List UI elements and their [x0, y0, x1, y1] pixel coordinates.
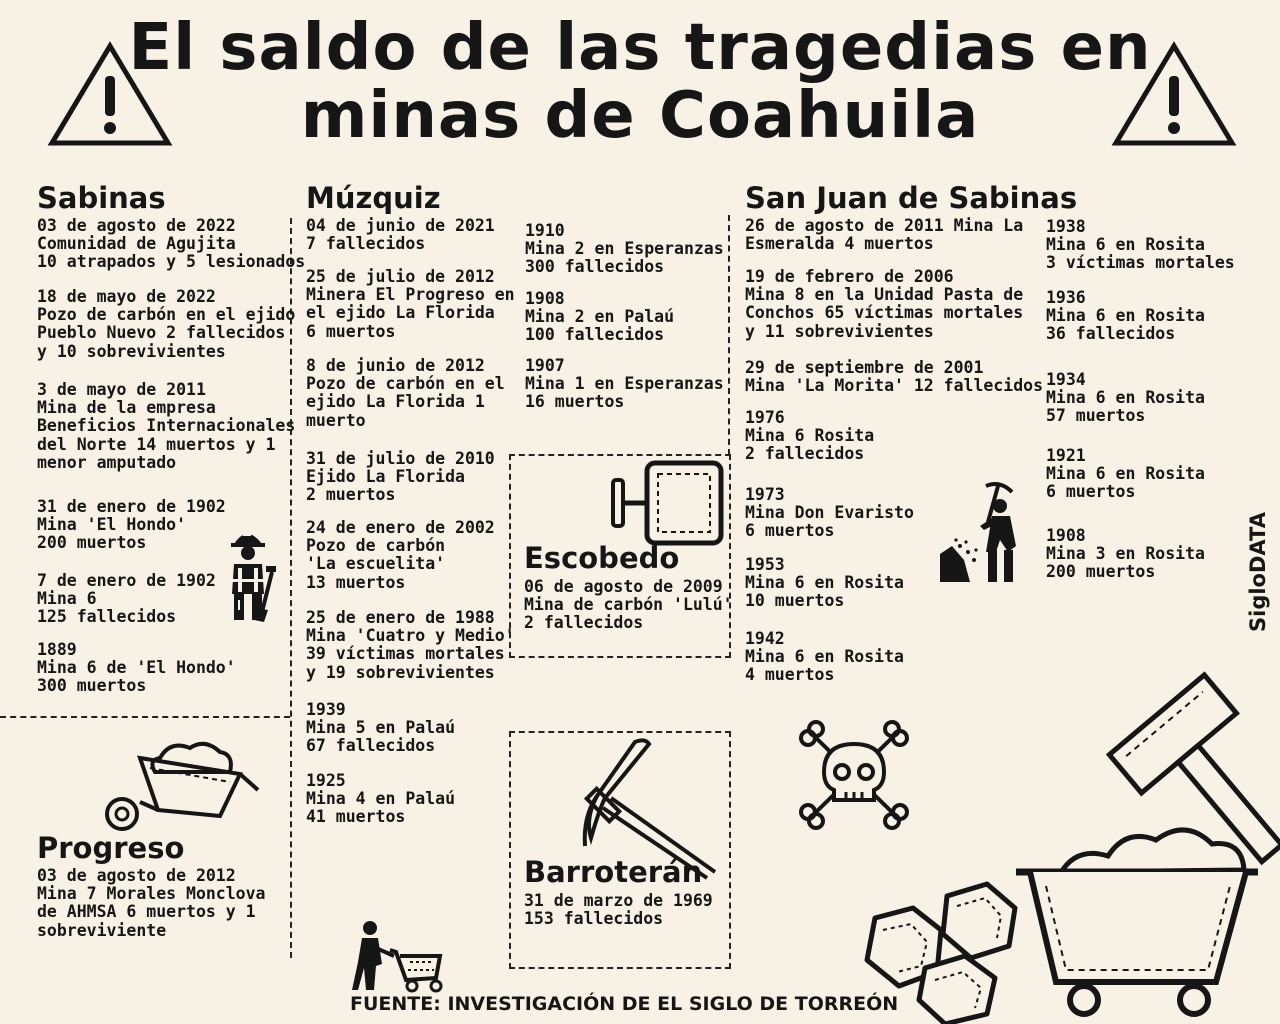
- region-title-san-juan: San Juan de Sabinas: [745, 181, 1078, 215]
- region-title-barroteran: Barroterán: [524, 855, 703, 889]
- muzquiz-entry: 04 de junio de 2021 7 fallecidos: [306, 216, 495, 254]
- san-juan-entry: 1973 Mina Don Evaristo 6 muertos: [745, 485, 914, 541]
- muzquiz-entry: 25 de julio de 2012 Minera El Progreso en el ejido La Florida 6 muertos: [306, 267, 515, 341]
- muzquiz-entry: 8 de junio de 2012 Pozo de carbón en el ejido La Florida 1 muerto: [306, 356, 505, 430]
- mine-door-icon: [610, 460, 726, 546]
- sabinas-entry: 31 de enero de 1902 Mina 'El Hondo' 200 muertos: [37, 497, 226, 553]
- barroteran-entry: 31 de marzo de 1969 153 fallecidos: [524, 891, 713, 929]
- title-line-1: El saldo de las tragedias en: [128, 11, 1152, 85]
- sabinas-entry: 03 de agosto de 2022 Comunidad de Agujita 10 atrapados y 5 lesionados: [37, 216, 306, 272]
- warning-icon: [1110, 40, 1238, 148]
- side-label: SigloDATA: [1246, 512, 1270, 632]
- sabinas-entry: 7 de enero de 1902 Mina 6 125 fallecidos: [37, 571, 216, 627]
- title-line-2: minas de Coahuila: [300, 79, 980, 153]
- warning-icon: [46, 40, 174, 148]
- progreso-entry: 03 de agosto de 2012 Mina 7 Morales Monclova de AHMSA 6 muertos y 1 sobreviviente: [37, 866, 266, 940]
- divider-muzquiz-sanjuan: [728, 215, 730, 455]
- muzquiz-entry: 1908 Mina 2 en Palaú 100 fallecidos: [525, 289, 675, 345]
- worker-pickaxe-icon: [938, 480, 1024, 584]
- miner-icon: [222, 524, 280, 624]
- source-text: FUENTE: INVESTIGACIÓN DE EL SIGLO DE TORREÓN: [350, 993, 899, 1015]
- worker-cart-icon: [350, 918, 448, 994]
- san-juan-entry: 1938 Mina 6 en Rosita 3 víctimas mortales: [1046, 217, 1235, 273]
- muzquiz-entry: 1939 Mina 5 en Palaú 67 fallecidos: [306, 700, 456, 756]
- san-juan-entry: 1934 Mina 6 en Rosita 57 muertos: [1046, 370, 1205, 426]
- mine-cart-icon: [1016, 806, 1280, 1024]
- san-juan-entry: 1942 Mina 6 en Rosita 4 muertos: [745, 629, 904, 685]
- muzquiz-entry: 1907 Mina 1 en Esperanzas 16 muertos: [525, 356, 724, 412]
- san-juan-entry: 1976 Mina 6 Rosita 2 fallecidos: [745, 408, 875, 464]
- san-juan-entry: 26 de agosto de 2011 Mina La Esmeralda 4 muertos: [745, 216, 1024, 254]
- san-juan-entry: 1953 Mina 6 en Rosita 10 muertos: [745, 555, 904, 611]
- muzquiz-entry: 1925 Mina 4 en Palaú 41 muertos: [306, 771, 456, 827]
- region-title-progreso: Progreso: [37, 831, 185, 865]
- san-juan-entry: 1908 Mina 3 en Rosita 200 muertos: [1046, 526, 1205, 582]
- muzquiz-entry: 31 de julio de 2010 Ejido La Florida 2 muertos: [306, 449, 495, 505]
- page-title: [0, 11, 1280, 153]
- san-juan-entry: 19 de febrero de 2006 Mina 8 en la Unidad Pasta de Conchos 65 víctimas mortales y 11 sobrevivientes: [745, 267, 1024, 341]
- muzquiz-entry: 24 de enero de 2002 Pozo de carbón 'La escuelita' 13 muertos: [306, 518, 495, 592]
- region-title-sabinas: Sabinas: [37, 181, 166, 215]
- sabinas-entry: 3 de mayo de 2011 Mina de la empresa Beneficios Internacionales del Norte 14 muertos y 1 menor amputado: [37, 380, 296, 472]
- sabinas-entry: 1889 Mina 6 de 'El Hondo' 300 muertos: [37, 640, 236, 696]
- muzquiz-entry: 25 de enero de 1988 Mina 'Cuatro y Medio' 39 víctimas mortales y 19 sobrevivientes: [306, 608, 515, 682]
- san-juan-entry: 1921 Mina 6 en Rosita 6 muertos: [1046, 446, 1205, 502]
- wheelbarrow-icon: [100, 738, 260, 838]
- divider-sabinas-progreso: [0, 716, 290, 718]
- skull-crossbones-icon: [798, 720, 910, 830]
- muzquiz-entry: 1910 Mina 2 en Esperanzas 300 fallecidos: [525, 221, 724, 277]
- san-juan-entry: 29 de septiembre de 2001 Mina 'La Morita' 12 fallecidos: [745, 358, 1044, 396]
- escobedo-entry: 06 de agosto de 2009 Mina de carbón 'Lulú' 2 fallecidos: [524, 577, 733, 633]
- region-title-muzquiz: Múzquiz: [306, 181, 441, 215]
- sabinas-entry: 18 de mayo de 2022 Pozo de carbón en el ejido Pueblo Nuevo 2 fallecidos y 10 sobrevivientes: [37, 287, 296, 361]
- region-title-escobedo: Escobedo: [524, 541, 680, 575]
- san-juan-entry: 1936 Mina 6 en Rosita 36 fallecidos: [1046, 288, 1205, 344]
